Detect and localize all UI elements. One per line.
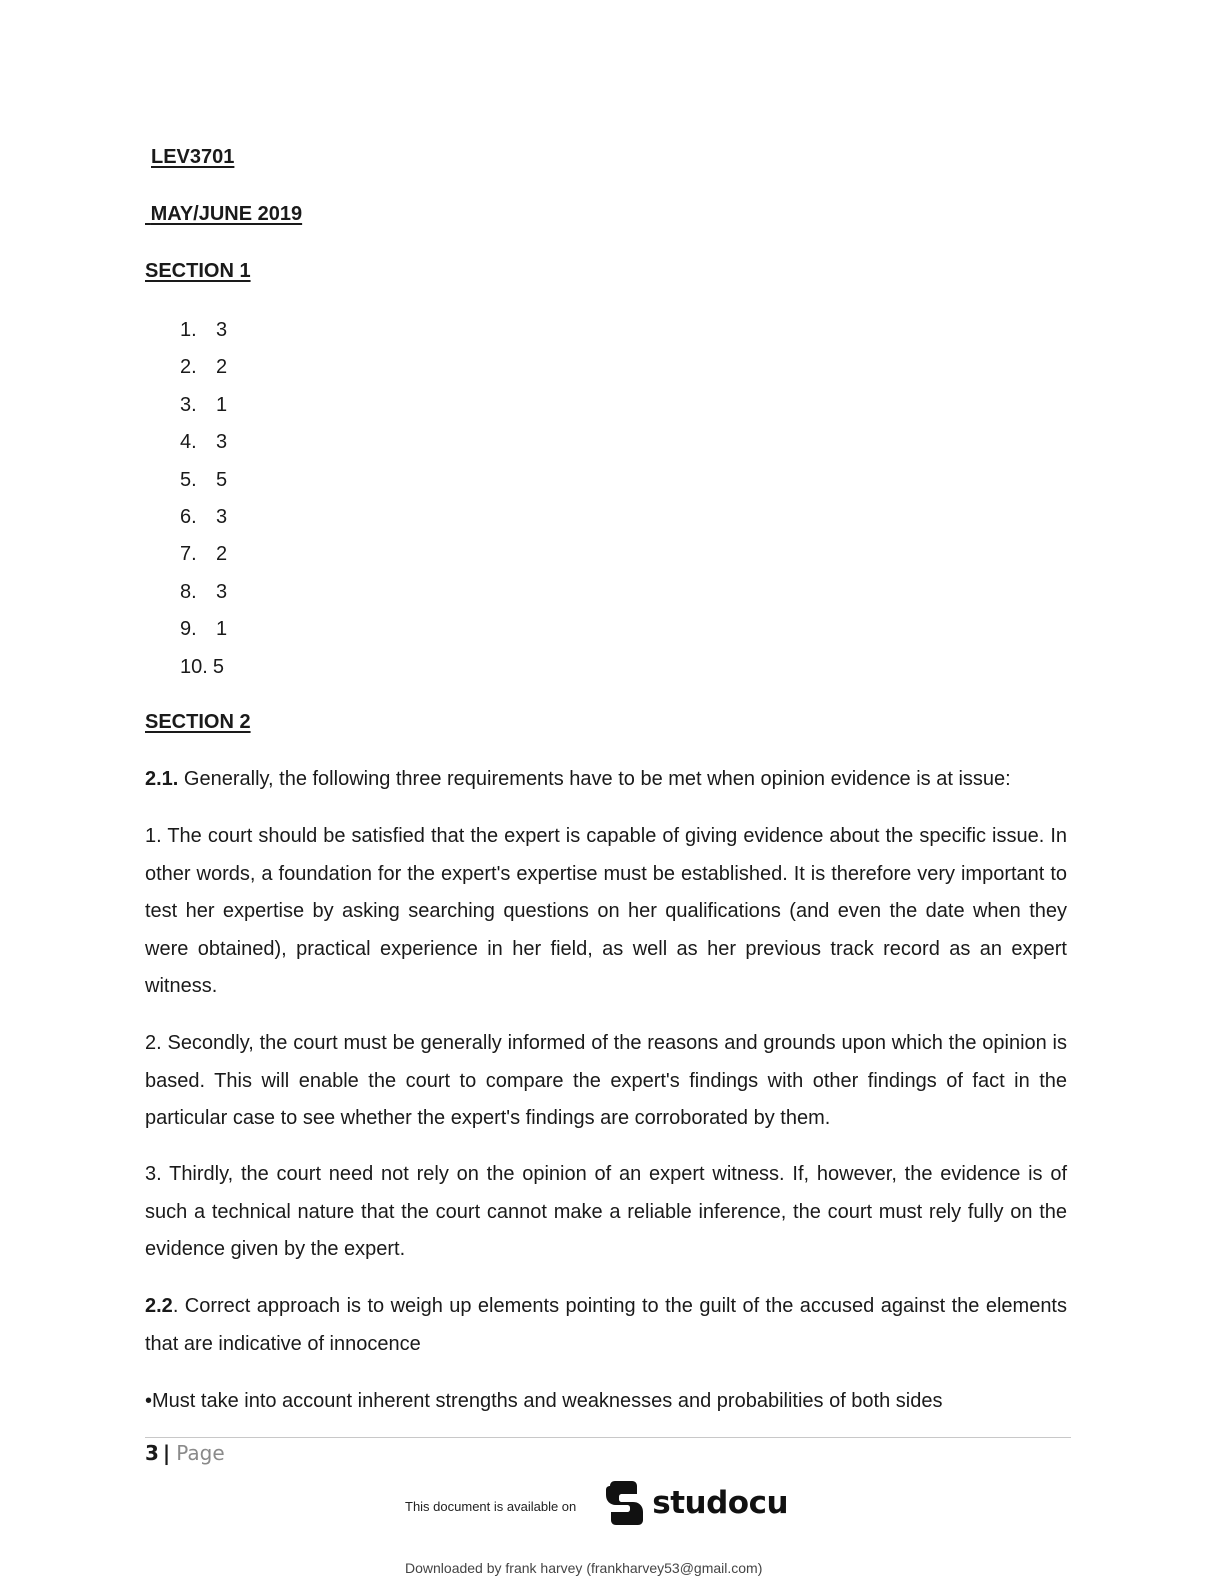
availability-text: This document is available on — [405, 1498, 577, 1514]
exam-session: MAY/JUNE 2019 — [150, 203, 303, 225]
list-item: 5. 5 — [180, 468, 228, 491]
list-item: 1. 3 — [180, 319, 228, 341]
section-1-title: SECTION 1 — [145, 260, 251, 282]
course-code: LEV3701 — [151, 146, 235, 168]
bullet-paragraph: •Must take into account inherent strengths and weaknesses and probabilities of both sides — [145, 1390, 943, 1412]
studocu-logo-icon — [602, 1480, 646, 1526]
page-number: 3 | Page — [145, 1441, 225, 1465]
list-item: 9. 1 — [180, 618, 228, 641]
requirement-1-paragraph: 1. The court should be satisfied that the expert is capable of giving evidence about the specific issue. In other words, a foundation for the expert's expertise must be established. It is therefore very important to test her expertise by asking searching questions on her qualifications (and even the date when they were obtained), practical experience in her field, as well as her previous track record as an expert witness. — [145, 825, 1067, 997]
list-item: 8. 3 — [180, 580, 228, 603]
list-item: 2. 2 — [180, 356, 228, 379]
answer-list — [180, 315, 227, 689]
download-attribution: Downloaded by frank harvey (frankharvey53@gmail.com) — [405, 1560, 763, 1576]
list-item: 3. 1 — [180, 393, 228, 416]
list-item: 7. 2 — [180, 543, 228, 566]
list-item: 4. 3 — [180, 431, 228, 454]
question-2-1-intro: 2.1. Generally, the following three requirements have to be met when opinion evidence is at issue: — [145, 768, 1011, 790]
requirement-3-paragraph: 3. Thirdly, the court need not rely on the opinion of an expert witness. If, however, the evidence is of such a technical nature that the court cannot make a reliable inference, the court must rely fully on the evidence given by the expert. — [145, 1163, 1067, 1260]
list-item: 10. 5 — [180, 655, 224, 678]
question-2-2-paragraph: 2.2. Correct approach is to weigh up elements pointing to the guilt of the accused against the elements that are indicative of innocence — [145, 1295, 1067, 1355]
section-2-title: SECTION 2 — [145, 711, 251, 733]
studocu-brand: studocu — [652, 1485, 789, 1521]
requirement-2-paragraph: 2. Secondly, the court must be generally informed of the reasons and grounds upon which the opinion is based. This will enable the court to compare the expert's findings with other findings of fact in the particular case to see whether the expert's findings are corroborated by them. — [145, 1032, 1067, 1129]
list-item: 6. 3 — [180, 505, 228, 528]
studocu-banner[interactable] — [405, 1480, 788, 1526]
footer-divider — [145, 1437, 1071, 1438]
